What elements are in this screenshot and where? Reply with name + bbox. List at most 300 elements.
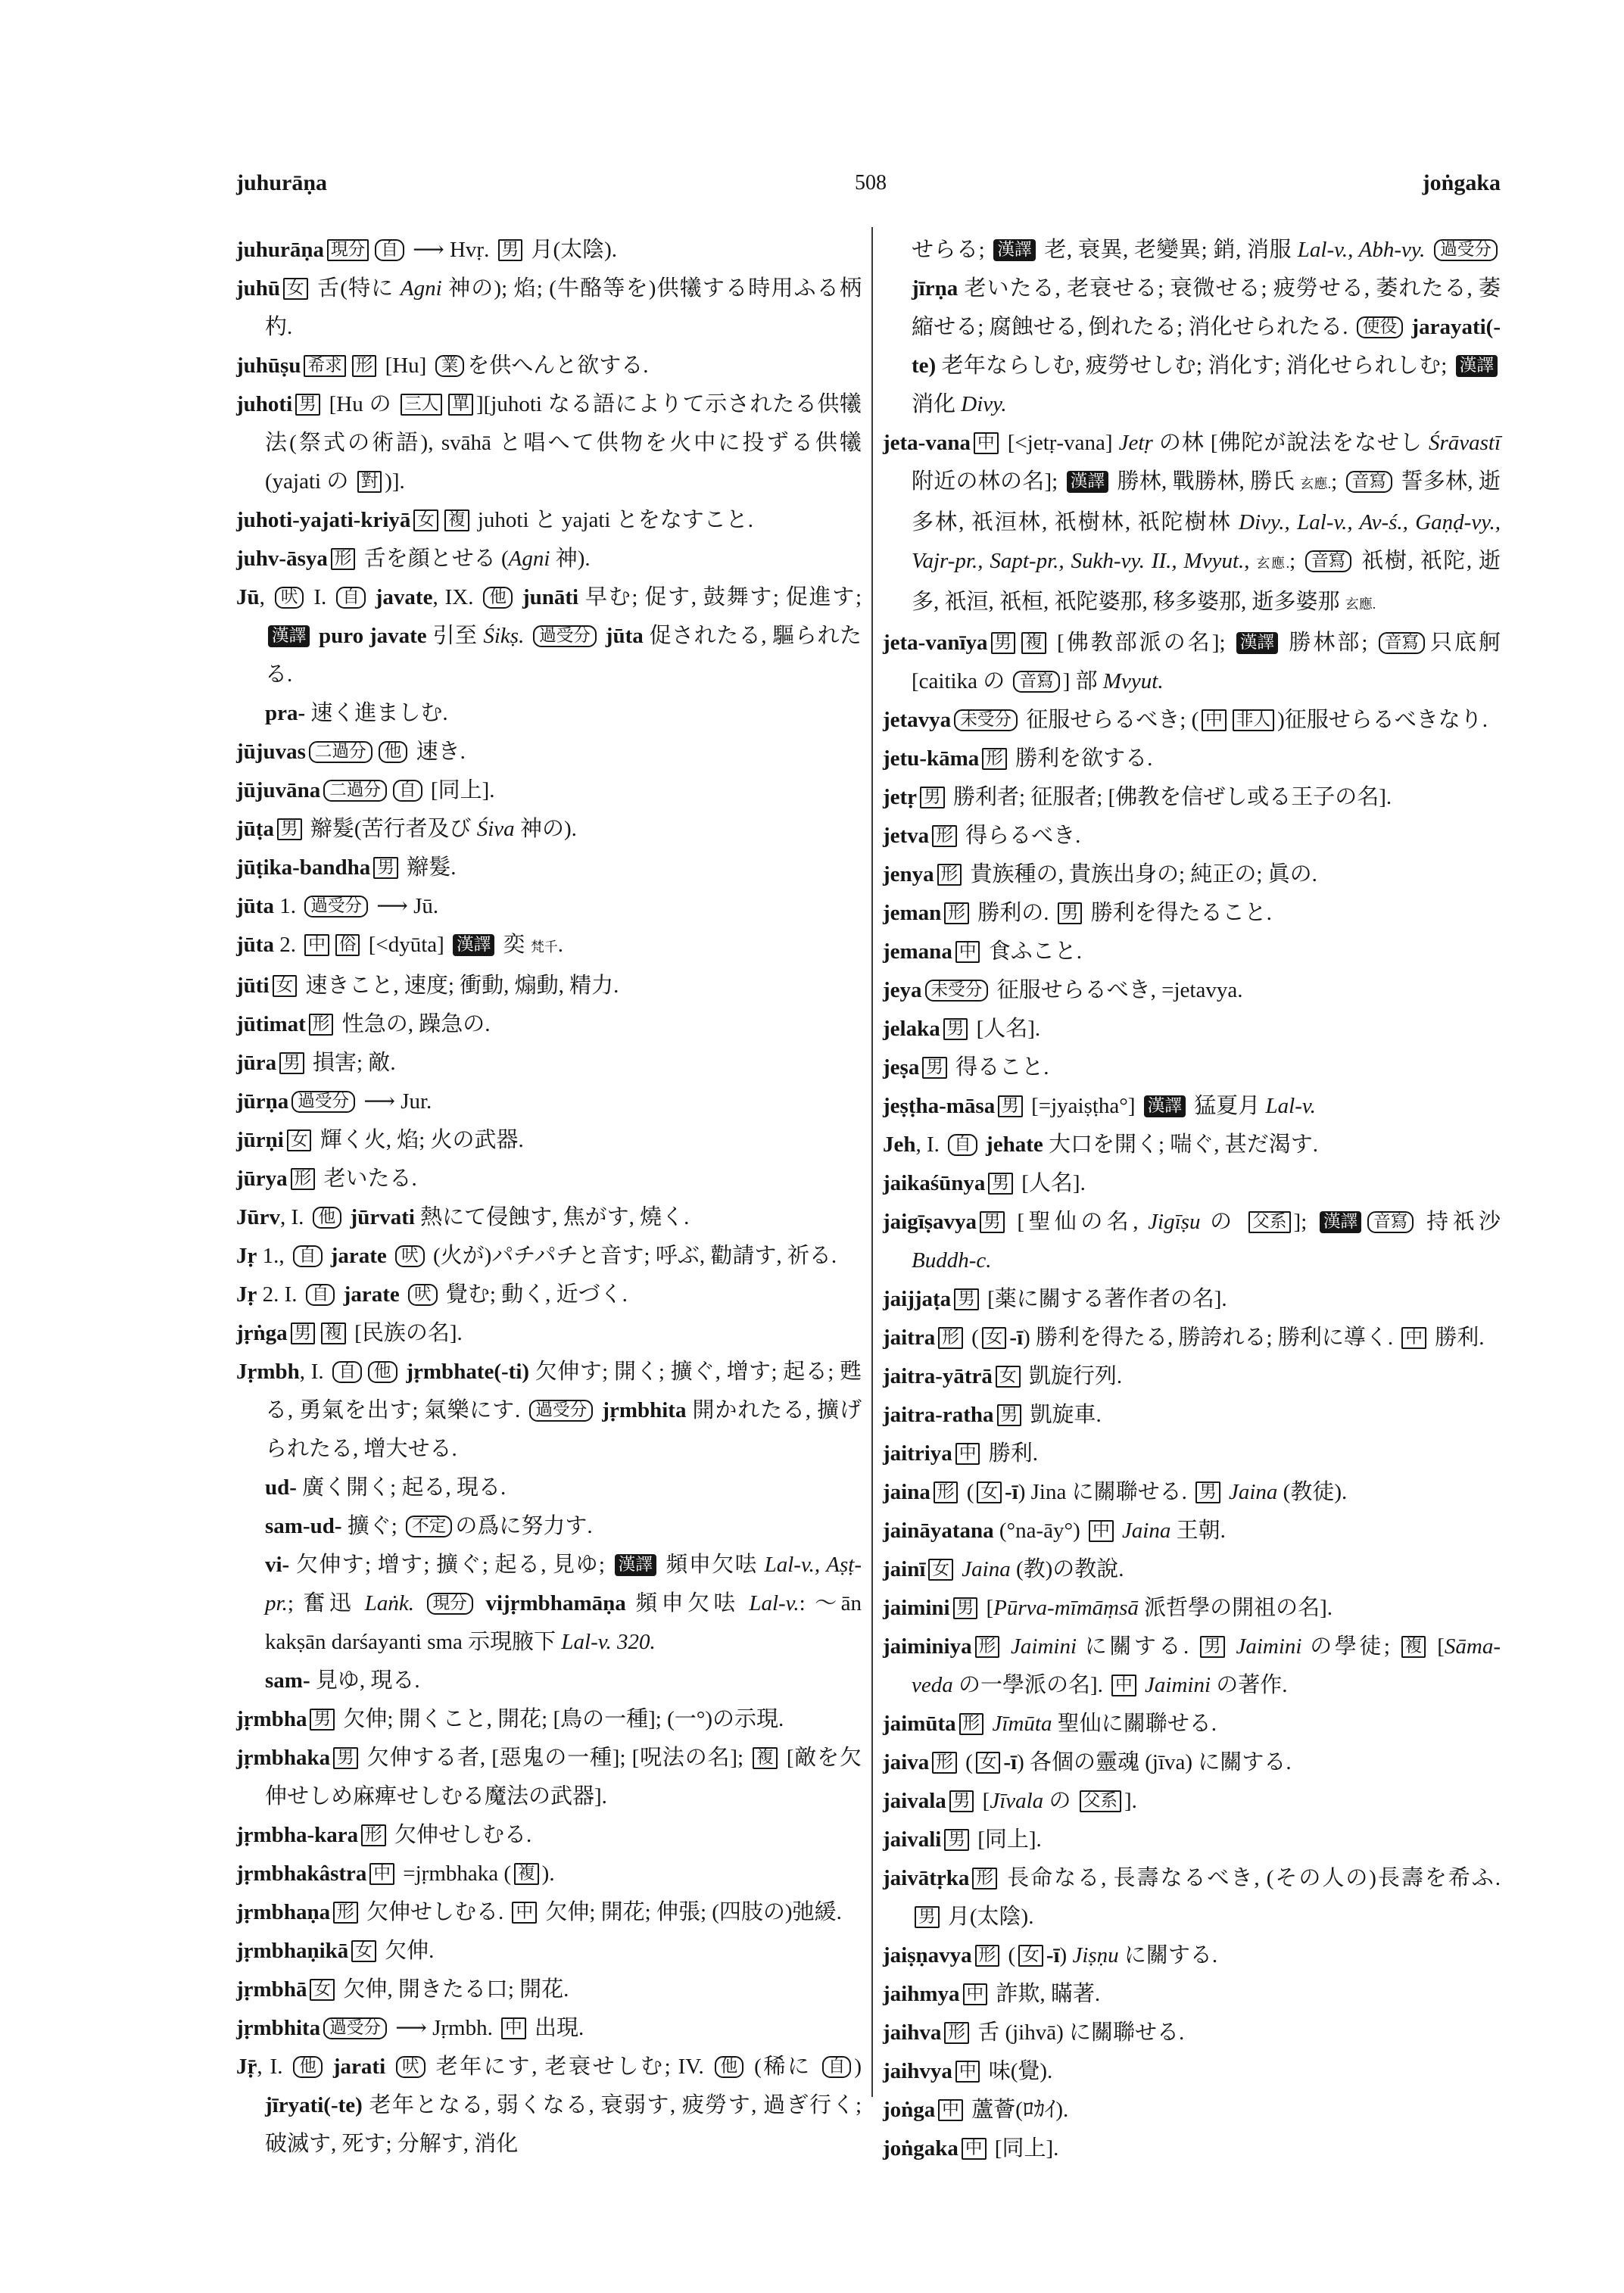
grammar-tag-rounded: 現分 xyxy=(427,1593,473,1615)
definition-text: , I. xyxy=(915,1132,946,1157)
grammar-tag: 形 xyxy=(944,2022,969,2044)
definition-text: 擴ぐ; xyxy=(341,1514,404,1538)
definition-text: [人名]. xyxy=(971,1017,1041,1041)
definition-text: 促されたる, 驅られたる. xyxy=(265,624,862,687)
citation-italic: Jaimini xyxy=(1236,1634,1302,1659)
definition-text: 速きこと, 速度; 衝動, 煽動, 精力. xyxy=(300,974,619,998)
citation-italic: Pūrva-mīmāṃsā xyxy=(993,1596,1139,1620)
definition-text: 引至 xyxy=(426,624,484,648)
headword: jaitriya xyxy=(883,1441,952,1466)
citation-italic: Lal-v. 320. xyxy=(561,1630,656,1654)
definition-text: 欠伸; 開くこと, 開花; [鳥の一種]; (一°)の示現. xyxy=(338,1707,784,1731)
header-left-guide-word: juhurāṇa xyxy=(236,170,328,195)
citation-italic: Jaimini xyxy=(1145,1673,1211,1697)
grammar-tag: 男 xyxy=(988,1173,1013,1195)
grammar-tag-rounded: 他 xyxy=(293,2056,323,2078)
translation-marker: 漢譯 xyxy=(1067,471,1108,493)
definition-text: 速く進ましむ. xyxy=(305,701,448,725)
definition-text: 誓多林, 逝多林, 祇洹林, 祇樹林, 祇陀樹林 xyxy=(912,469,1501,534)
citation-italic: Lal-v., Abh-vy. xyxy=(1297,238,1426,262)
definition-text: 欠伸せしむる. xyxy=(360,1900,510,1924)
inflected-form: jarate xyxy=(338,1282,400,1307)
headword: juhurāṇa xyxy=(236,238,325,262)
headword: jaiṣṇavya xyxy=(883,1943,972,1967)
definition-text: 欠伸, 開きたる口; 開花. xyxy=(338,1977,569,2002)
grammar-tag-rounded: 吠 xyxy=(395,1245,425,1267)
definition-text: 欠伸せしむる. xyxy=(388,1823,532,1847)
headword: jṛmbhita xyxy=(236,2016,321,2040)
definition-text xyxy=(387,1244,392,1268)
dictionary-entry xyxy=(236,1971,862,2009)
grammar-tag-rounded: 自 xyxy=(293,1245,323,1267)
source-note-small: 玄應. xyxy=(1300,476,1332,491)
inflected-form: jarayati(-te) xyxy=(912,315,1501,378)
entry-continuation xyxy=(883,231,1501,424)
grammar-tag: 俗 xyxy=(335,934,360,956)
definition-text: の爲に努力す. xyxy=(455,1514,593,1538)
definition-text: 奕 xyxy=(497,933,531,957)
headword: jeṣṭha-māsa xyxy=(883,1094,996,1118)
headword: jemana xyxy=(883,939,952,964)
grammar-tag-rounded: 他 xyxy=(313,1207,342,1229)
definition-text: 勝利を得たること. xyxy=(1085,901,1272,925)
headword: Jū xyxy=(236,585,260,609)
inflected-form: -ī xyxy=(1046,1943,1060,1967)
dictionary-entry xyxy=(236,733,862,771)
grammar-tag: 形 xyxy=(932,1752,957,1774)
dictionary-entry xyxy=(883,933,1501,971)
dictionary-entry xyxy=(236,1893,862,1932)
grammar-tag: 父系 xyxy=(1080,1790,1121,1812)
dictionary-entry xyxy=(236,1816,862,1855)
dictionary-entry xyxy=(883,1743,1501,1782)
definition-text xyxy=(385,2055,393,2079)
grammar-tag: 複 xyxy=(753,1747,778,1769)
sub-entry xyxy=(236,1662,862,1700)
definition-text: 貴族種の, 貴族出身の; 純正の; 眞の. xyxy=(965,862,1317,886)
grammar-tag: 形 xyxy=(361,1824,386,1846)
grammar-tag: 男 xyxy=(998,1095,1023,1117)
grammar-tag: 形 xyxy=(938,1327,963,1349)
definition-text: , IX. xyxy=(432,585,481,609)
definition-text: 大口を開く; 喘ぐ, 甚だ渴す. xyxy=(1043,1132,1319,1157)
dictionary-entry xyxy=(236,1932,862,1971)
definition-text: ; 奮迅 xyxy=(287,1591,365,1615)
header-right-guide-word: joṅgaka xyxy=(1422,170,1501,195)
grammar-tag-rounded: 他 xyxy=(379,741,408,763)
grammar-tag: 男 xyxy=(279,1052,304,1074)
citation-italic: Agni xyxy=(400,276,442,301)
headword: jaivali xyxy=(883,1827,942,1852)
definition-text: の著作. xyxy=(1211,1673,1288,1697)
headword: jainī xyxy=(883,1557,926,1581)
dictionary-entry xyxy=(236,771,862,810)
definition-text: 勝利. xyxy=(983,1441,1038,1466)
dictionary-entry xyxy=(883,1550,1501,1589)
definition-text: 出現. xyxy=(528,2016,584,2040)
headword: jaivala xyxy=(883,1789,946,1813)
definition-text: ; xyxy=(1289,549,1303,573)
grammar-tag: 複 xyxy=(514,1863,539,1885)
page-number: 508 xyxy=(855,171,887,195)
dictionary-entry xyxy=(883,740,1501,778)
grammar-tag: 中 xyxy=(955,2061,980,2083)
definition-text: 舌(特に xyxy=(310,276,401,301)
grammar-tag: 形 xyxy=(352,355,377,377)
definition-text: 欠伸する者, [惡鬼の一種]; [呪法の名]; xyxy=(360,1746,750,1770)
grammar-tag: 男 xyxy=(953,1597,978,1619)
translation-marker: 漢譯 xyxy=(453,934,494,956)
definition-text: に關する. xyxy=(1077,1634,1198,1659)
definition-text: , xyxy=(259,585,272,609)
grammar-tag: 男 xyxy=(1200,1636,1225,1658)
grammar-tag-rounded: 自 xyxy=(375,239,404,261)
grammar-tag: 男 xyxy=(1195,1481,1220,1503)
dictionary-entry xyxy=(236,347,862,385)
grammar-tag: 複 xyxy=(1401,1636,1426,1658)
definition-text: ( xyxy=(959,1750,973,1774)
definition-text: ( xyxy=(965,1326,979,1350)
definition-text: 詐欺, 瞞著. xyxy=(990,1982,1101,2006)
grammar-tag: 形 xyxy=(331,548,356,570)
definition-text: [同上]. xyxy=(971,1827,1042,1852)
grammar-tag: 男 xyxy=(1058,902,1083,924)
inflected-form: jūta xyxy=(599,624,644,648)
headword: Jeh xyxy=(883,1132,916,1157)
definition-text: (火が)パチパチと音す; 呼ぶ, 勸請す, 祈る. xyxy=(427,1244,837,1268)
grammar-tag: 女 xyxy=(928,1559,953,1581)
definition-text: [ xyxy=(1429,1634,1445,1659)
grammar-tag-rounded: 二過分 xyxy=(309,741,372,763)
definition-text: 聖仙に關聯せる. xyxy=(1052,1712,1217,1736)
definition-text: ). xyxy=(541,1862,555,1886)
citation-italic: Śrāvastī xyxy=(1428,431,1501,455)
dictionary-entry xyxy=(236,926,862,967)
grammar-tag: 中 xyxy=(1089,1520,1114,1542)
definition-text xyxy=(1117,1519,1122,1543)
citation-italic: Jetṛ xyxy=(1118,431,1153,455)
definition-text: 廣く開く; 起る, 現る. xyxy=(296,1475,507,1500)
citation-italic: Jaina xyxy=(1121,1519,1171,1543)
grammar-tag: 男 xyxy=(915,1906,940,1928)
definition-text: juhoti と yajati とをなすこと. xyxy=(472,508,753,532)
grammar-tag: 男 xyxy=(922,1057,947,1079)
headword: jetva xyxy=(883,824,930,848)
citation-italic: Jaimini xyxy=(1011,1634,1077,1659)
grammar-tag: 形 xyxy=(309,1014,334,1036)
inflected-form: pra- xyxy=(265,701,306,725)
dictionary-entry xyxy=(236,1353,862,1469)
grammar-tag: 女 xyxy=(283,278,308,300)
grammar-tag: 單 xyxy=(448,394,473,416)
headword: jaitra-yātrā xyxy=(883,1364,993,1388)
dictionary-entry xyxy=(883,894,1501,933)
source-note-small: 玄應. xyxy=(1345,597,1376,612)
grammar-tag-rounded: 音寫 xyxy=(1367,1211,1414,1233)
sub-entry xyxy=(236,1469,862,1507)
citation-italic: Jaina xyxy=(1228,1480,1278,1504)
definition-text: [<jetṛ-vana] xyxy=(1001,431,1119,455)
grammar-tag-rounded: 過受分 xyxy=(323,2017,387,2039)
grammar-tag: 現分 xyxy=(327,239,369,261)
headword: jṛmbha-kara xyxy=(236,1823,359,1847)
definition-text: 持祇沙 xyxy=(1417,1210,1501,1234)
headword: jūṭika-bandha xyxy=(236,855,371,880)
headword: jetavya xyxy=(883,708,952,732)
definition-text: [=jyaiṣṭha°] xyxy=(1025,1094,1141,1118)
dictionary-entry xyxy=(883,1473,1501,1512)
dictionary-entry xyxy=(883,1203,1501,1280)
headword: jaitra xyxy=(883,1326,936,1350)
dictionary-entry xyxy=(883,1126,1501,1164)
dictionary-entry xyxy=(236,1083,862,1121)
headword: jūra xyxy=(236,1051,277,1075)
dictionary-entry xyxy=(883,624,1501,701)
definition-text: 老年ならしむ, 疲勞せしむ; 消化す; 消化せられしむ; xyxy=(936,354,1453,378)
grammar-tag-rounded: 他 xyxy=(715,2056,744,2078)
definition-text: の xyxy=(1043,1789,1077,1813)
definition-text: 開かれたる, 擴げられたる, 增大せる. xyxy=(265,1398,862,1461)
definition-text: [ xyxy=(980,1596,994,1620)
dictionary-entry xyxy=(883,1357,1501,1396)
grammar-tag-rounded: 過受分 xyxy=(304,896,368,918)
headword: jūtimat xyxy=(236,1012,306,1036)
grammar-tag: 形 xyxy=(333,1902,358,1924)
grammar-tag: 中 xyxy=(1401,1327,1426,1349)
grammar-tag: 複 xyxy=(1021,632,1046,654)
grammar-tag: 複 xyxy=(444,509,469,531)
column-right xyxy=(883,231,1501,2168)
headword: Jūrv xyxy=(236,1205,280,1229)
headword: jaimūta xyxy=(883,1712,956,1736)
headword: jaigīṣavya xyxy=(883,1210,977,1234)
grammar-tag: 中 xyxy=(955,1443,980,1465)
definition-text: を供へんと欲する. xyxy=(467,354,649,378)
definition-text: (°na-āy°) xyxy=(993,1519,1086,1543)
dictionary-entry xyxy=(883,1048,1501,1087)
definition-text: 老いたる, 老衰せる; 衰微せる; 疲勞せる, 萎れたる, 萎縮せる; 腐蝕せる, 倒れたる; 消化せられたる. xyxy=(912,276,1501,339)
headword: jaiva xyxy=(883,1750,930,1774)
citation-italic: Agni xyxy=(508,547,550,571)
definition-text: [薬に關する著作者の名]. xyxy=(981,1287,1227,1311)
definition-text: 頻申欠呿 xyxy=(659,1553,765,1577)
inflected-form: ud- xyxy=(265,1475,297,1500)
dictionary-entry xyxy=(883,1319,1501,1357)
headword: jṛmbhaṇikā xyxy=(236,1939,349,1963)
definition-text: 神). xyxy=(550,547,591,571)
definition-text: [Hu] xyxy=(379,354,432,378)
definition-text: ]; xyxy=(1293,1210,1317,1234)
headword: jaiminiya xyxy=(883,1634,972,1659)
definition-text: 頻申欠呿 xyxy=(625,1591,750,1615)
headword: jūrya xyxy=(236,1167,288,1191)
definition-text: ; xyxy=(1331,469,1343,494)
grammar-tag: 中 xyxy=(974,432,999,454)
dictionary-entry xyxy=(883,1975,1501,2014)
definition-text: 蘆薈(ﾛｶｲ). xyxy=(965,2098,1069,2122)
grammar-tag: 男 xyxy=(991,632,1016,654)
grammar-tag-rounded: 過受分 xyxy=(291,1091,355,1113)
citation-italic: Laṅk. xyxy=(364,1591,415,1615)
dictionary-entry xyxy=(236,1044,862,1083)
definition-text: [同上]. xyxy=(989,2136,1059,2161)
grammar-tag-rounded: 自 xyxy=(948,1134,977,1156)
inflected-form: jarate xyxy=(325,1244,387,1268)
definition-text: [聖仙の名, xyxy=(1007,1210,1149,1234)
grammar-tag: 形 xyxy=(975,1636,1000,1658)
definition-text: 王朝. xyxy=(1170,1519,1226,1543)
headword: jūta xyxy=(236,933,274,957)
translation-marker: 漢譯 xyxy=(615,1554,656,1576)
dictionary-entry xyxy=(236,501,862,540)
definition-text: )]. xyxy=(385,469,405,494)
definition-text: ) 勝利を得たる, 勝誇れる; 勝利に導く. xyxy=(1023,1326,1399,1350)
grammar-tag: 中 xyxy=(938,2099,963,2121)
dictionary-entry xyxy=(883,1010,1501,1048)
translation-marker: 漢譯 xyxy=(993,239,1035,261)
grammar-tag-rounded: 使役 xyxy=(1357,316,1403,338)
dictionary-entry xyxy=(236,2048,862,2164)
headword: juhū xyxy=(236,276,281,301)
grammar-tag-rounded: 未受分 xyxy=(925,980,989,1002)
citation-italic: Mvyut. xyxy=(1102,669,1164,693)
dictionary-entry xyxy=(883,2014,1501,2052)
grammar-tag-rounded: 吠 xyxy=(408,1284,438,1306)
grammar-tag: 形 xyxy=(975,1945,1000,1967)
definition-text: 1. xyxy=(273,894,302,918)
definition-text: 征服せらるべき; ( xyxy=(1021,708,1199,732)
dictionary-entry xyxy=(883,1821,1501,1859)
definition-text: の林 [佛陀が說法をなせし xyxy=(1152,431,1429,455)
grammar-tag: 男 xyxy=(954,1288,979,1310)
grammar-tag-rounded: 業 xyxy=(435,355,465,377)
citation-italic: Jīvala xyxy=(990,1789,1044,1813)
headword: joṅga xyxy=(883,2098,936,2122)
grammar-tag: 形 xyxy=(982,748,1007,770)
grammar-tag: 女 xyxy=(996,1366,1021,1388)
grammar-tag-rounded: 自 xyxy=(332,1361,362,1383)
dictionary-entry xyxy=(883,701,1501,740)
dictionary-entry xyxy=(236,1121,862,1160)
dictionary-entry xyxy=(236,1160,862,1198)
inflected-form: jehate xyxy=(980,1132,1043,1157)
grammar-tag: 父系 xyxy=(1248,1211,1290,1233)
headword: jūṭa xyxy=(236,817,274,841)
grammar-tag: 女 xyxy=(976,1752,1001,1774)
dictionary-entry xyxy=(883,1087,1501,1126)
dictionary-entry xyxy=(883,1936,1501,1975)
grammar-tag-rounded: 吠 xyxy=(275,587,304,609)
dictionary-entry xyxy=(883,1782,1501,1821)
dictionary-entry xyxy=(883,971,1501,1010)
definition-text: 性急の, 躁急の. xyxy=(336,1012,491,1036)
inflected-form: jṛmbhate(-ti) xyxy=(400,1360,530,1384)
translation-marker: 漢譯 xyxy=(1236,632,1278,654)
citation-italic: Sāma-veda xyxy=(912,1634,1501,1697)
inflected-form: jīryati(-te) xyxy=(265,2093,363,2117)
dictionary-entry xyxy=(883,424,1501,624)
inflected-form: jṛmbhita xyxy=(596,1398,687,1422)
headword: juhūṣu xyxy=(236,354,301,378)
column-divider xyxy=(871,227,873,2097)
grammar-tag-rounded: 音寫 xyxy=(1379,632,1425,654)
definition-text: [ xyxy=(977,1789,990,1813)
dictionary-entry xyxy=(236,1314,862,1353)
definition-text: . xyxy=(557,933,563,957)
definition-text: 速き. xyxy=(410,740,466,764)
headword: jaikaśūnya xyxy=(883,1171,986,1195)
headword: juhoti xyxy=(236,392,293,416)
headword: jṛmbhaka xyxy=(236,1746,331,1770)
grammar-tag-rounded: 自 xyxy=(822,2056,852,2078)
definition-text: , I. xyxy=(257,2055,291,2079)
dictionary-entry xyxy=(236,887,862,926)
grammar-tag: 中 xyxy=(955,941,980,963)
grammar-tag: 三人 xyxy=(401,394,442,416)
dictionary-entry xyxy=(883,817,1501,855)
definition-text: ⟶ Jur. xyxy=(358,1089,432,1114)
definition-text: 勝利. xyxy=(1429,1326,1485,1350)
translation-marker: 漢譯 xyxy=(1456,355,1498,377)
definition-text: 欠伸す; 增す; 擴ぐ; 起る, 見ゆ; xyxy=(289,1553,612,1577)
citation-italic: Jīmūta xyxy=(992,1712,1052,1736)
headword: jaijjaṭa xyxy=(883,1287,952,1311)
definition-text: 熱にて侵蝕す, 焦がす, 燒く. xyxy=(414,1205,690,1229)
headword: jeya xyxy=(883,978,922,1002)
dictionary-entry xyxy=(236,810,862,849)
grammar-tag: 男 xyxy=(277,818,302,840)
headword: jeṣa xyxy=(883,1055,920,1080)
definition-text: 欠伸; 開花; 伸張; (四肢の)弛緩. xyxy=(540,1900,842,1924)
definition-text: (稀に xyxy=(747,2055,819,2079)
definition-text: (教徒). xyxy=(1277,1480,1348,1504)
definition-text: , xyxy=(1244,549,1257,573)
definition-text: 欠伸す; 開く; 擴ぐ, 增す; 起る; 甦る, 勇氣を出す; 氣樂にす. xyxy=(265,1360,862,1422)
definition-text: ⟶ Jṛmbh. xyxy=(390,2016,499,2040)
definition-text: 勝利を欲する. xyxy=(1009,746,1153,771)
definition-text: [敵を欠伸せしめ麻痺せしむる魔法の武器]. xyxy=(265,1746,862,1809)
headword: jūjuvas xyxy=(236,740,306,764)
headword: juhv-āsya xyxy=(236,547,328,571)
grammar-tag: 男 xyxy=(949,1790,974,1812)
grammar-tag: 形 xyxy=(944,902,969,924)
headword: jelaka xyxy=(883,1017,940,1041)
grammar-tag: 女 xyxy=(1018,1945,1043,1967)
headword: Jṛmbh xyxy=(236,1360,300,1384)
definition-text: ⟶ Jū. xyxy=(371,894,439,918)
citation-italic: Śiva xyxy=(476,817,515,841)
grammar-tag: 中 xyxy=(1202,709,1227,731)
headword: jṛṅga xyxy=(236,1321,288,1345)
definition-text: 辮髮(苦行者及び xyxy=(304,817,477,841)
grammar-tag: 希求 xyxy=(304,355,345,377)
citation-italic: Śikṣ. xyxy=(483,624,525,648)
dictionary-entry xyxy=(236,385,862,501)
grammar-tag: 形 xyxy=(937,864,962,886)
grammar-tag: 中 xyxy=(512,1902,537,1924)
definition-text: ⟶ Hvṛ. xyxy=(407,238,495,262)
grammar-tag: 形 xyxy=(291,1168,316,1190)
headword: jeta-vana xyxy=(883,431,971,455)
grammar-tag: 複 xyxy=(321,1323,346,1344)
translation-marker: 漢譯 xyxy=(268,625,310,647)
dictionary-entry xyxy=(883,1705,1501,1743)
grammar-tag-rounded: 音寫 xyxy=(1346,471,1392,493)
citation-italic: Lal-v. xyxy=(749,1591,800,1615)
definition-text: 老, 衰異, 老變異; 銷, 消服 xyxy=(1038,238,1298,262)
definition-text: の一學派の名]. xyxy=(952,1673,1109,1697)
headword: jeman xyxy=(883,901,942,925)
